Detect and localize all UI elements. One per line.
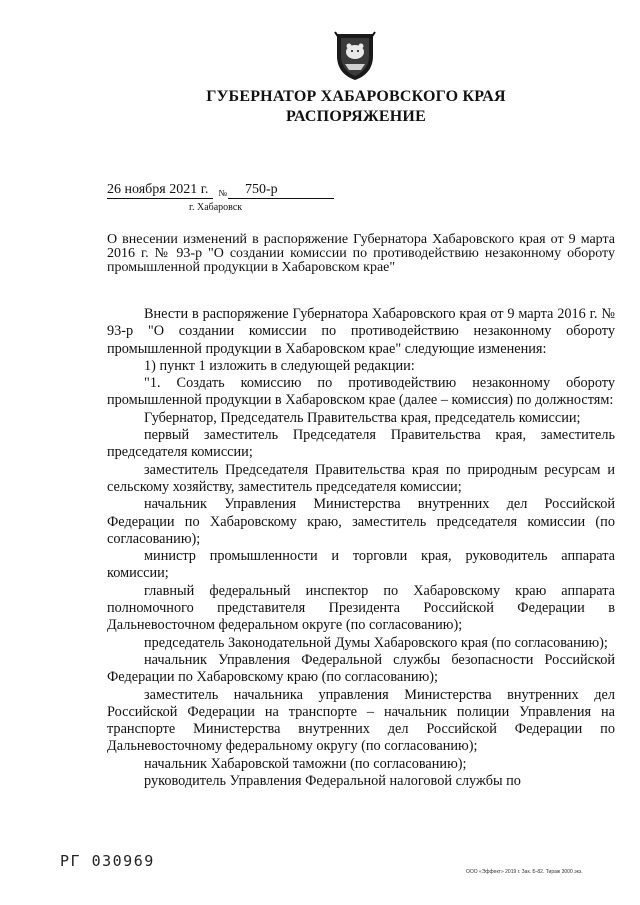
body-paragraph: начальник Управления Министерства внутренних дел Российской Федерации по Хабаровскому краю, заместитель председателя комиссии (по согласованию);	[107, 496, 615, 547]
number-label: №	[218, 188, 227, 198]
body-paragraph: заместитель Председателя Правительства края по природным ресурсам и сельскому хозяйству, заместитель председателя комиссии;	[107, 461, 615, 495]
number-underline	[228, 198, 334, 199]
body-paragraph: начальник Хабаровской таможни (по согласованию);	[144, 755, 467, 772]
body-paragraph: начальник Управления Федеральной службы безопасности Российской Федерации по Хабаровскому краю (по согласованию);	[107, 651, 615, 686]
document-body	[107, 306, 615, 790]
printer-imprint: ООО «Эффект» 2019 г. Зак. Б-82. Тираж 3000 экз.	[466, 869, 583, 875]
document-number: 750-р	[244, 182, 278, 197]
body-paragraph: председатель Законодательной Думы Хабаровского края (по согласованию);	[144, 634, 608, 651]
body-paragraph: руководитель Управления Федеральной налоговой службы по	[144, 773, 521, 790]
city: г. Хабаровск	[189, 202, 243, 213]
body-paragraph: заместитель начальника управления Министерства внутренних дел Российской Федерации на транспорте – начальник полиции Управления на транспорте Министерства внутренних дел Российской Федерации по Дальневосточному федеральному округу (по согласованию);	[107, 686, 615, 755]
body-paragraph: 1) пункт 1 изложить в следующей редакции:	[144, 357, 415, 374]
issuer-title: ГУБЕРНАТОР ХАБАРОВСКОГО КРАЯ	[206, 88, 506, 105]
date-underline	[107, 198, 213, 199]
body-paragraph: Губернатор, Председатель Правительства края, председатель комиссии;	[144, 409, 581, 426]
body-paragraph: Внести в распоряжение Губернатора Хабаровского края от 9 марта 2016 г. № 93-р "О создании комиссии по противодействию незаконному обороту промышленной продукции в Хабаровском крае" следующие изменения:	[107, 306, 615, 357]
body-paragraph: министр промышленности и торговли края, руководитель аппарата комиссии;	[107, 548, 615, 582]
document-type: РАСПОРЯЖЕНИЕ	[286, 108, 426, 125]
date-number-line	[107, 182, 278, 198]
document-date: 26 ноября 2021 г.	[107, 182, 209, 197]
coat-of-arms-emblem	[331, 30, 379, 82]
body-paragraph: главный федеральный инспектор по Хабаровскому краю аппарата полномочного представителя Президента Российской Федерации в Дальневосточном федеральном округе (по согласованию);	[107, 582, 615, 634]
serial-number-stamp: РГ 030969	[60, 852, 155, 870]
body-paragraph: "1. Создать комиссию по противодействию незаконному обороту промышленной продукции в Хабаровском крае (далее – комиссия) по должностям:	[107, 375, 615, 409]
document-subject: О внесении изменений в распоряжение Губернатора Хабаровского края от 9 марта 2016 г. № 93-р "О создании комиссии по противодействию незаконному обороту промышленной продукции в Хабаровском крае"	[107, 232, 615, 275]
body-paragraph: первый заместитель Председателя Правительства края, заместитель председателя комиссии;	[107, 427, 615, 461]
